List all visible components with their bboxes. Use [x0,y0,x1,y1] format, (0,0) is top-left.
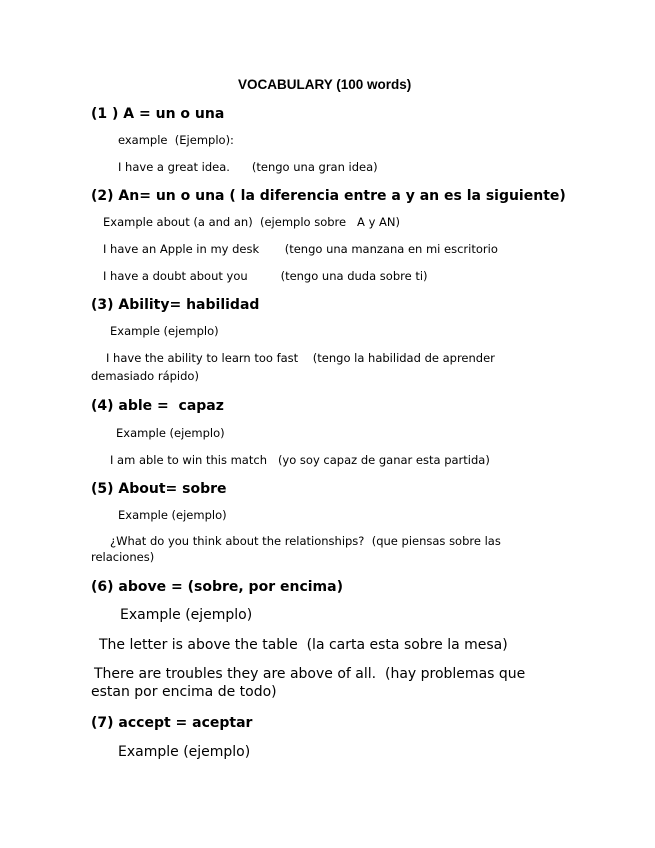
entry-3-example-label: Example (ejemplo) [110,324,219,338]
entry-4-example-label: Example (ejemplo) [116,426,225,440]
entry-6-example-label: Example (ejemplo) [120,607,253,623]
entry-3-heading: (3) Ability= habilidad [91,297,260,313]
entry-2-sentence-2: I have a doubt about you (tengo una duda sobre ti) [103,269,428,283]
entry-5-heading: (5) About= sobre [91,481,227,497]
entry-5-sentence: ¿What do you think about the relationships? (que piensas sobre las [110,534,501,548]
entry-6-sentence-2: There are troubles they are above of all. (hay problemas que [94,666,526,682]
entry-5-sentence-continued: relaciones) [91,550,155,564]
entry-7-example-label: Example (ejemplo) [118,744,251,760]
entry-3-sentence-continued: demasiado rápido) [91,369,199,383]
entry-1-example-label: example (Ejemplo): [118,133,234,147]
document-title: VOCABULARY (100 words) [238,77,412,92]
entry-1-sentence: I have a great idea. (tengo una gran idea) [118,160,378,174]
entry-7-heading: (7) accept = aceptar [91,715,253,731]
entry-6-sentence-2-continued: estan por encima de todo) [91,684,277,700]
entry-2-heading: (2) An= un o una ( la diferencia entre a y an es la siguiente) [91,188,566,204]
entry-4-sentence: I am able to win this match (yo soy capaz de ganar esta partida) [110,453,490,467]
entry-6-heading: (6) above = (sobre, por encima) [91,579,343,595]
entry-4-heading: (4) able = capaz [91,398,224,414]
entry-6-sentence-1: The letter is above the table (la carta esta sobre la mesa) [99,637,508,653]
entry-3-sentence: I have the ability to learn too fast (tengo la habilidad de aprender [106,351,495,365]
entry-5-example-label: Example (ejemplo) [118,508,227,522]
entry-2-sentence-1: I have an Apple in my desk (tengo una manzana en mi escritorio [103,242,498,256]
entry-2-example-label: Example about (a and an) (ejemplo sobre A y AN) [103,215,401,229]
entry-1-heading: (1 ) A = un o una [91,106,225,122]
